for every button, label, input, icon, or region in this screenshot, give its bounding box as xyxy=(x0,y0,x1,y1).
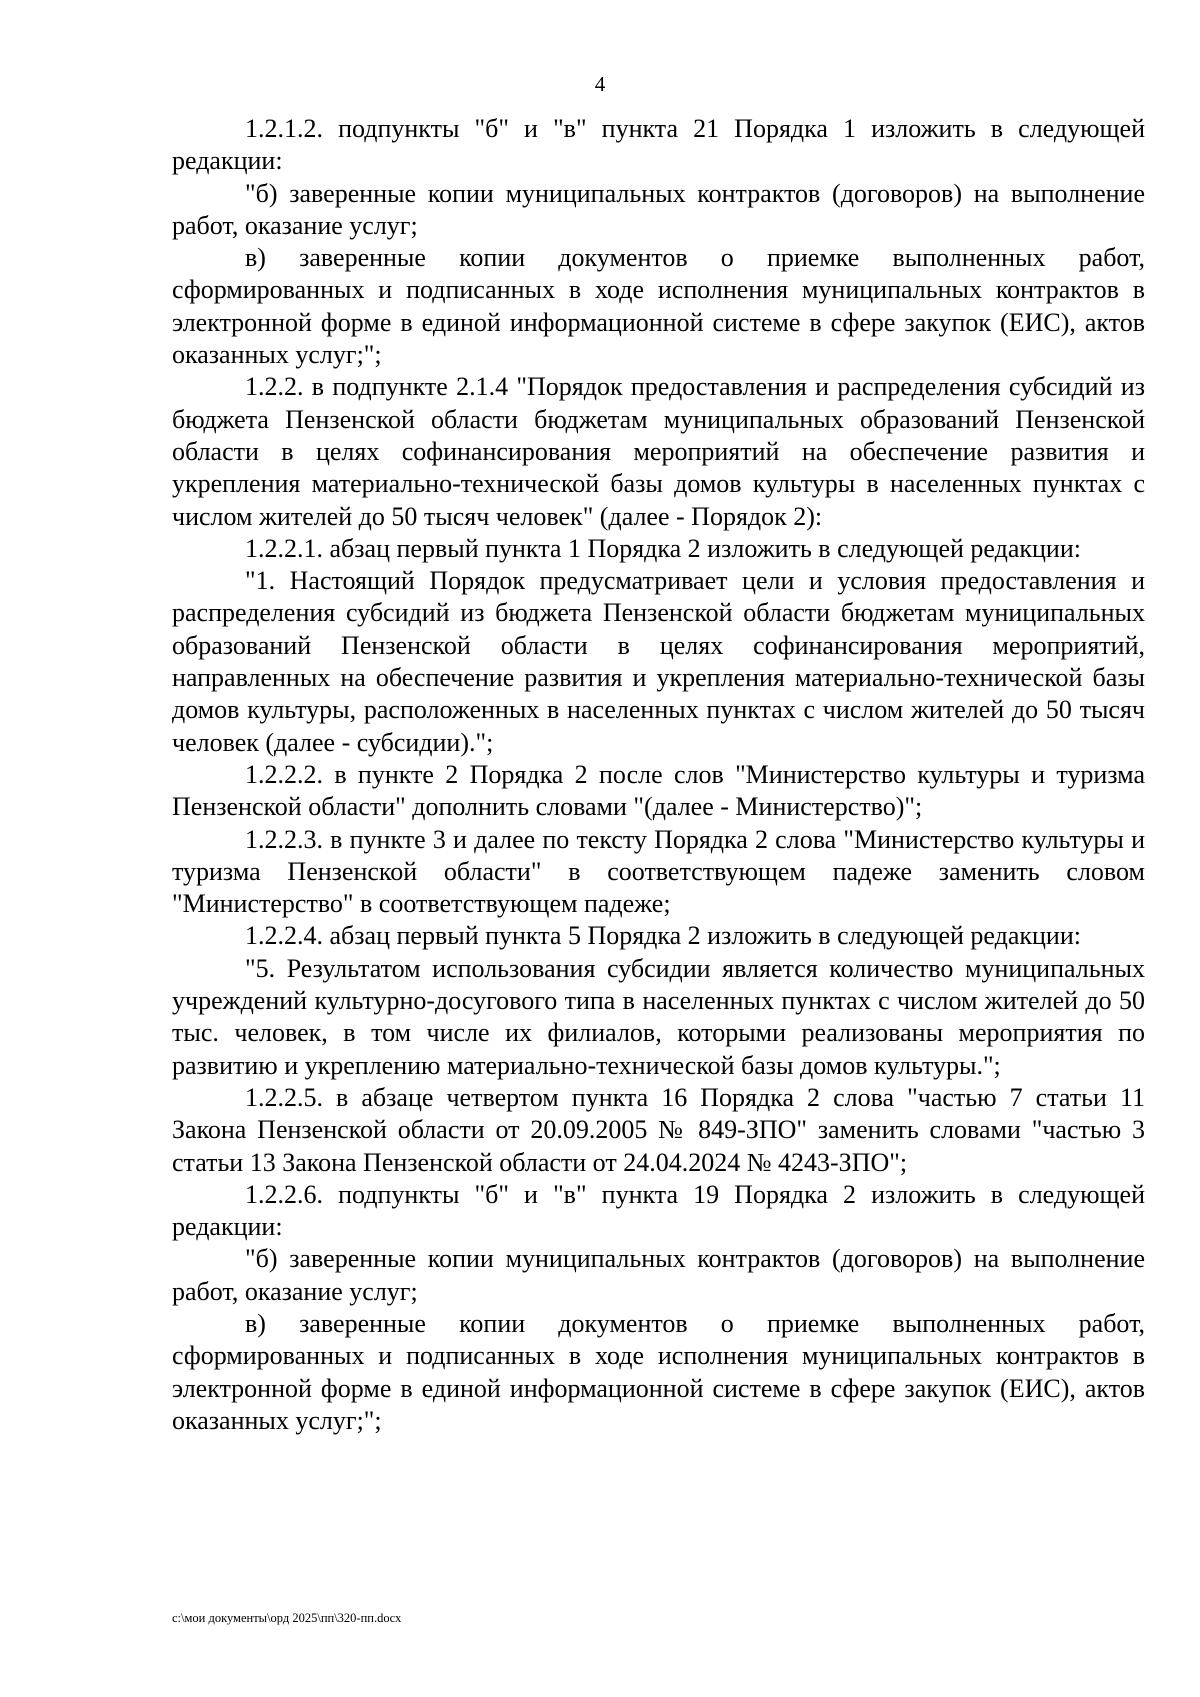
paragraph: 1.2.1.2. подпункты "б" и "в" пункта 21 Порядка 1 изложить в следующей редакции: xyxy=(172,114,1145,176)
paragraph: 1.2.2. в подпункте 2.1.4 "Порядок предоставления и распределения субсидий из бюджета Пензенской области бюджетам муниципальных образований Пензенской области в целях софинансирования мероприятий на обеспечение развития и укрепления материально-технической базы домов культуры в населенных пунктах с числом жителей до 50 тысяч человек" (далее - Порядок 2): xyxy=(172,372,1145,531)
paragraph: в) заверенные копии документов о приемке выполненных работ, сформированных и подписанных в ходе исполнения муниципальных контрактов в электронной форме в единой информационной системе в сфере закупок (ЕИС), актов оказанных услуг;"; xyxy=(172,1308,1145,1435)
paragraph: 1.2.2.1. абзац первый пункта 1 Порядка 2 изложить в следующей редакции: xyxy=(245,533,1081,563)
paragraph: в) заверенные копии документов о приемке выполненных работ, сформированных и подписанных в ходе исполнения муниципальных контрактов в электронной форме в единой информационной системе в сфере закупок (ЕИС), актов оказанных услуг;"; xyxy=(172,243,1145,370)
paragraph: "б) заверенные копии муниципальных контрактов (договоров) на выполнение работ, оказание услуг; xyxy=(172,1244,1145,1306)
footer-file-path: c:\мои документы\орд 2025\пп\320-пп.docx xyxy=(172,1611,402,1625)
paragraph: "б) заверенные копии муниципальных контрактов (договоров) на выполнение работ, оказание услуг; xyxy=(172,178,1145,240)
paragraph: 1.2.2.6. подпункты "б" и "в" пункта 19 Порядка 2 изложить в следующей редакции: xyxy=(172,1179,1145,1242)
paragraph: 1.2.2.2. в пункте 2 Порядка 2 после слов "Министерство культуры и туризма Пензенской области" дополнить словами "(далее - Министерство)"; xyxy=(172,759,1145,822)
paragraph: 1.2.2.4. абзац первый пункта 5 Порядка 2 изложить в следующей редакции: xyxy=(245,921,1081,951)
paragraph: "1. Настоящий Порядок предусматривает цели и условия предоставления и распределения субсидий из бюджета Пензенской области бюджетам муниципальных образований Пензенской области в целях софинансирования мероприятий, направленных на обеспечение развития и укрепления материально-технической базы домов культуры, расположенных в населенных пунктах с числом жителей до 50 тысяч человек (далее - субсидии)."; xyxy=(172,566,1145,757)
paragraph: 1.2.2.5. в абзаце четвертом пункта 16 Порядка 2 слова "частью 7 статьи 11 Закона Пензенской области от 20.09.2005 № 849-ЗПО" заменить словами "частью 3 статьи 13 Закона Пензенской области от 24.04.2024 № 4243-ЗПО"; xyxy=(172,1082,1145,1177)
page-number: 4 xyxy=(594,72,606,96)
paragraph: "5. Результатом использования субсидии является количество муниципальных учреждений культурно-досугового типа в населенных пунктах с числом жителей до 50 тыс. человек, в том числе их филиалов, которыми реализованы мероприятия по развитию и укреплению материально-технической базы домов культуры."; xyxy=(172,953,1145,1080)
document-body xyxy=(172,113,1145,1437)
paragraph: 1.2.2.3. в пункте 3 и далее по тексту Порядка 2 слова "Министерство культуры и туризма Пензенской области" в соответствующем падеже заменить словом "Министерство" в соответствующем падеже; xyxy=(172,824,1145,919)
